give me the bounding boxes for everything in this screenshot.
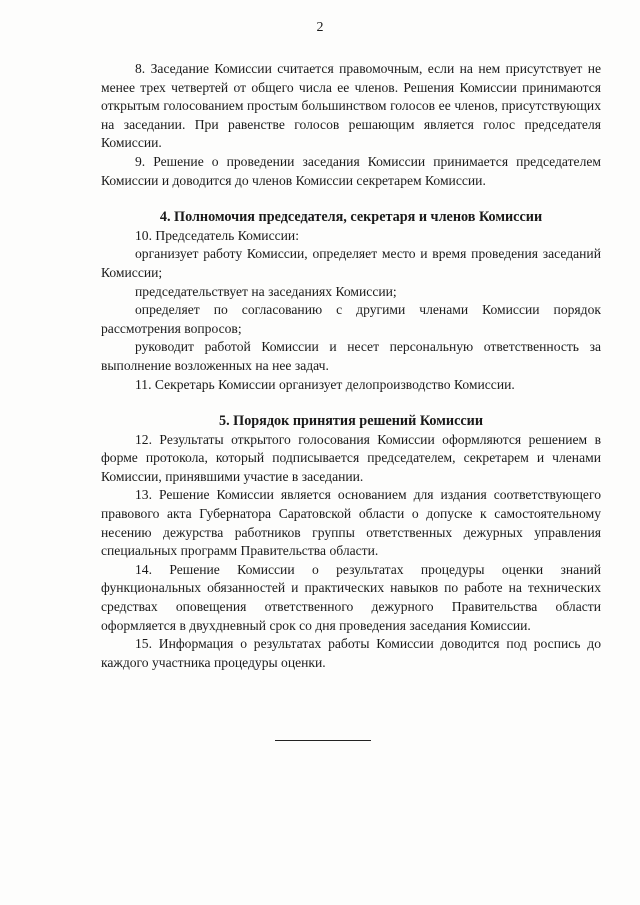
paragraph-8: 8. Заседание Комиссии считается правомочным, если на нем присутствует не менее трех четвертей от общего числа ее членов. Решения Комиссии принимаются открытым голосованием простым большинством голосов ее членов, присутствующих на заседании. При равенстве голосов решающим является голос председателя Комиссии. [101,61,601,151]
paragraph-10-item-chair: председательствует на заседаниях Комиссии; [135,283,397,299]
paragraph-14: 14. Решение Комиссии о результатах процедуры оценки знаний функциональных обязанностей и практических навыков по работе на технических средствах оповещения ответственного дежурного Правительства области оформляется в двухдневный срок со дня проведения заседания Комиссии. [101,561,601,633]
end-separator-line [275,740,371,741]
paragraph-10-item-manage: руководит работой Комиссии и несет персональную ответственность за выполнение возложенных на нее задач. [101,339,601,373]
paragraph-10: 10. Председатель Комиссии: [135,227,299,243]
paragraph-12: 12. Результаты открытого голосования Комиссии оформляются решением в форме протокола, который подписывается председателем, секретарем и членами Комиссии, принявшими участие в заседании. [101,431,601,484]
section-4-heading: 4. Полномочия председателя, секретаря и членов Комиссии [159,209,543,226]
paragraph-10-item-organize: организует работу Комиссии, определяет место и время проведения заседаний Комиссии; [101,246,601,280]
paragraph-15: 15. Информация о результатах работы Комиссии доводится под роспись до каждого участника процедуры оценки. [101,636,601,670]
paragraph-10-item-order: определяет по согласованию с другими членами Комиссии порядок рассмотрения вопросов; [101,302,601,336]
page-number: 2 [316,20,324,35]
document-body [101,60,601,672]
paragraph-9: 9. Решение о проведении заседания Комиссии принимается председателем Комиссии и доводится до членов Комиссии секретарем Комиссии. [101,153,601,188]
paragraph-13: 13. Решение Комиссии является основанием для издания соответствующего правового акта Губернатора Саратовской области о допуске к самостоятельному несению дежурства работников группы ответственных дежурных управления специальных программ Правительства области. [101,487,601,559]
section-5-heading: 5. Порядок принятия решений Комиссии [218,413,484,430]
paragraph-11: 11. Секретарь Комиссии организует делопроизводство Комиссии. [135,376,515,392]
